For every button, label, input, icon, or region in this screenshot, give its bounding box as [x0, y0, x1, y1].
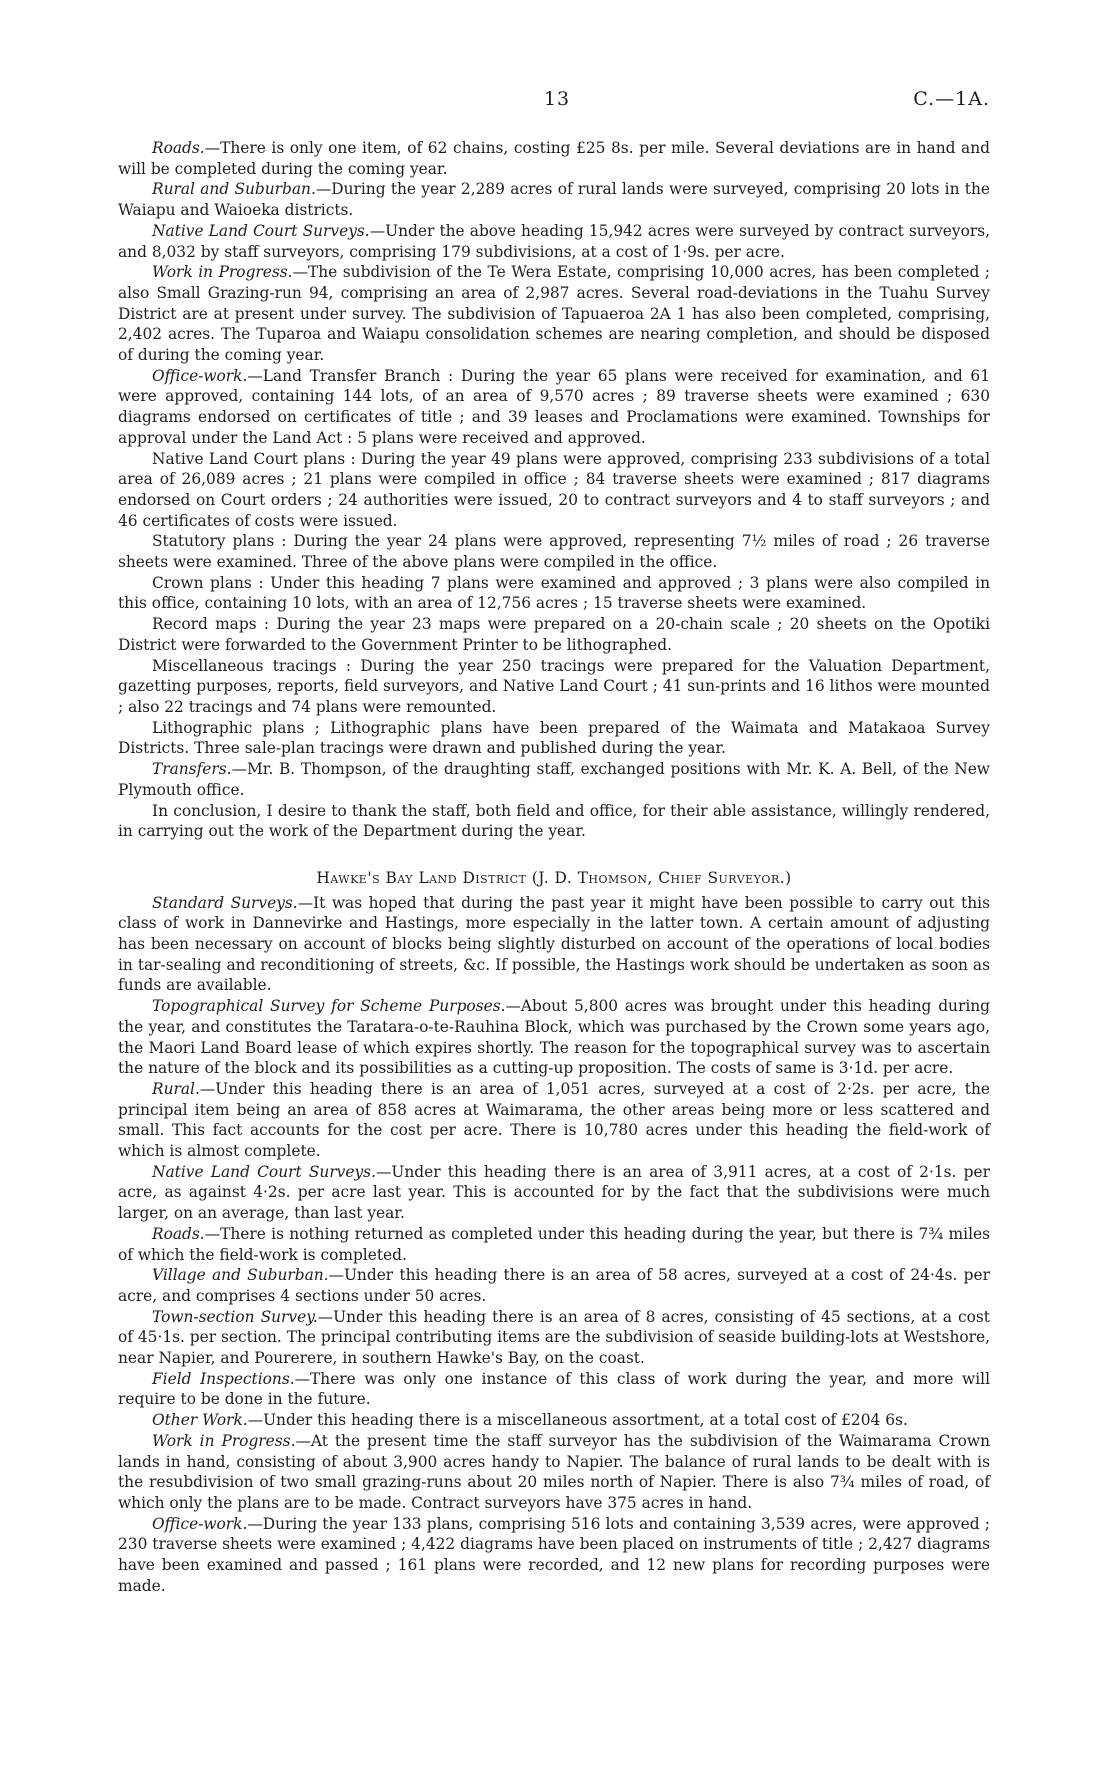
paragraph: Standard Surveys.—It was hoped that during the past year it might have been possible to carry out this class of work in Dannevirke and Hastings, more especially in the latter town. A certain amount of adjusting has been necessary on account of blocks being slightly disturbed on account of the operations of local bodies in tar-sealing and reconditioning of streets, &c. If possible, the Hastings work should be undertaken as soon as funds are available.: [118, 893, 991, 995]
paragraph: Town-section Survey.—Under this heading there is an area of 8 acres, consisting of 45 sections, at a cost of 45·1s. per section. The principal contributing items are the subdivision of seaside building-lots at Westshore, near Napier, and Pourerere, in southern Hawke's Bay, on the coast.: [118, 1307, 990, 1368]
paragraph: Roads.—There is only one item, of 62 chains, costing £25 8s. per mile. Several deviations are in hand and will be completed during the coming year.: [118, 139, 990, 178]
page-header: [0, 88, 1114, 118]
paragraph: Rural and Suburban.—During the year 2,289 acres of rural lands were surveyed, comprising 20 lots in the Waiapu and Waioeka districts.: [118, 180, 990, 220]
paragraph: Office-work.—During the year 133 plans, comprising 516 lots and containing 3,539 acres, were approved ; 230 traverse sheets were examined ; 4,422 diagrams have been placed on instruments of title ; 2,427 diagrams have been examined and passed ; 161 plans were recorded, and 12 new plans for recording purposes were made.: [118, 1514, 990, 1595]
paragraph: Topographical Survey for Scheme Purposes.—About 5,800 acres was brought under this heading during the year, and constitutes the Taratara-o-te-Rauhina Block, which was purchased by the Crown some years ago, the Maori Land Board lease of which expires shortly. The reason for the topographical survey was to ascertain the nature of the block and its possibilities as a cutting-up proposition. The costs of same is 3·1d. per acre.: [118, 997, 991, 1078]
paragraph: Work in Progress.—The subdivision of the Te Wera Estate, comprising 10,000 acres, has been completed ; also Small Grazing-run 94, comprising an area of 2,987 acres. Several road-deviations in the Tuahu Survey District are at present under survey. The subdivision of Tapuaeroa 2A 1 has also been completed, comprising, 2,402 acres. The Tuparoa and Waiapu consolidation schemes are nearing completion, and should be disposed of during the coming year.: [118, 263, 990, 365]
paragraph: Record maps : During the year 23 maps were prepared on a 20-chain scale ; 20 sheets on the Opotiki District were forwarded to the Government Printer to be lithographed.: [118, 615, 990, 654]
paragraph: Lithographic plans ; Lithographic plans have been prepared of the Waimata and Matakaoa Survey Districts. Three sale-plan tracings were drawn and published during the year.: [118, 718, 990, 758]
paragraph: Rural.—Under this heading there is an area of 1,051 acres, surveyed at a cost of 2·2s. per acre, the principal item being an area of 858 acres at Waimarama, the other areas being more or less scattered and small. This fact accounts for the cost per acre. There is 10,780 acres under this heading the field-work of which is almost complete.: [118, 1079, 990, 1161]
section-title: Hawke's Bay Land District (J. D. Thomson, Chief Surveyor.): [316, 868, 792, 887]
paragraph: Field Inspections.—There was only one instance of this class of work during the year, and more will require to be done in the future.: [118, 1369, 990, 1409]
page-number: 13: [543, 88, 571, 110]
paragraph: In conclusion, I desire to thank the staff, both field and office, for their able assistance, willingly rendered, in carrying out the work of the Department during the year.: [118, 801, 990, 841]
paragraph: Statutory plans : During the year 24 plans were approved, representing 7½ miles of road ; 26 traverse sheets were examined. Three of the above plans were compiled in the office.: [118, 532, 990, 572]
paragraph: Village and Suburban.—Under this heading there is an area of 58 acres, surveyed at a cost of 24·4s. per acre, and comprises 4 sections under 50 acres.: [118, 1266, 990, 1305]
body-text: [118, 138, 990, 1597]
paragraph: Work in Progress.—At the present time the staff surveyor has the subdivision of the Waimarama Crown lands in hand, consisting of about 3,900 acres handy to Napier. The balance of rural lands to be dealt with is the resubdivision of two small grazing-runs about 20 miles north of Napier. There is also 7¾ miles of road, of which only the plans are to be made. Contract surveyors have 375 acres in hand.: [118, 1431, 990, 1512]
paragraphs-part1: [118, 138, 990, 842]
paragraph: Other Work.—Under this heading there is a miscellaneous assortment, at a total cost of £204 6s.: [152, 1411, 908, 1430]
paragraphs-part2: [118, 893, 990, 1597]
paragraph: Miscellaneous tracings : During the year 250 tracings were prepared for the Valuation Department, gazetting purposes, reports, field surveyors, and Native Land Court ; 41 sun-prints and 16 lithos were mounted ; also 22 tracings and 74 plans were remounted.: [118, 656, 990, 716]
paragraph: Native Land Court Surveys.—Under the above heading 15,942 acres were surveyed by contract surveyors, and 8,032 by staff surveyors, comprising 179 subdivisions, at a cost of 1·9s. per acre.: [118, 221, 990, 261]
paragraph: Office-work.—Land Transfer Branch : During the year 65 plans were received for examination, and 61 were approved, containing 144 lots, of an area of 9,570 acres ; 89 traverse sheets were examined ; 630 diagrams endorsed on certificates of title ; and 39 leases and Proclamations were examined. Townships for approval under the Land Act : 5 plans were received and approved.: [118, 366, 990, 447]
paragraph: Roads.—There is nothing returned as completed under this heading during the year, but there is 7¾ miles of which the field-work is completed.: [118, 1224, 990, 1264]
document-code: C.—1A.: [913, 88, 990, 110]
paragraph: Native Land Court plans : During the year 49 plans were approved, comprising 233 subdivisions of a total area of 26,089 acres ; 21 plans were compiled in office ; 84 traverse sheets were examined ; 817 diagrams endorsed on Court orders ; 24 authorities were issued, 20 to contract surveyors and 4 to staff surveyors ; and 46 certificates of costs were issued.: [118, 449, 990, 530]
paragraph: Native Land Court Surveys.—Under this heading there is an area of 3,911 acres, at a cost of 2·1s. per acre, as against 4·2s. per acre last year. This is accounted for by the fact that the subdivisions were much larger, on an average, than last year.: [118, 1162, 990, 1223]
paragraph: Crown plans : Under this heading 7 plans were examined and approved ; 3 plans were also compiled in this office, containing 10 lots, with an area of 12,756 acres ; 15 traverse sheets were examined.: [118, 573, 990, 613]
paragraph: Transfers.—Mr. B. Thompson, of the draughting staff, exchanged positions with Mr. K. A. Bell, of the New Plymouth office.: [118, 760, 990, 799]
